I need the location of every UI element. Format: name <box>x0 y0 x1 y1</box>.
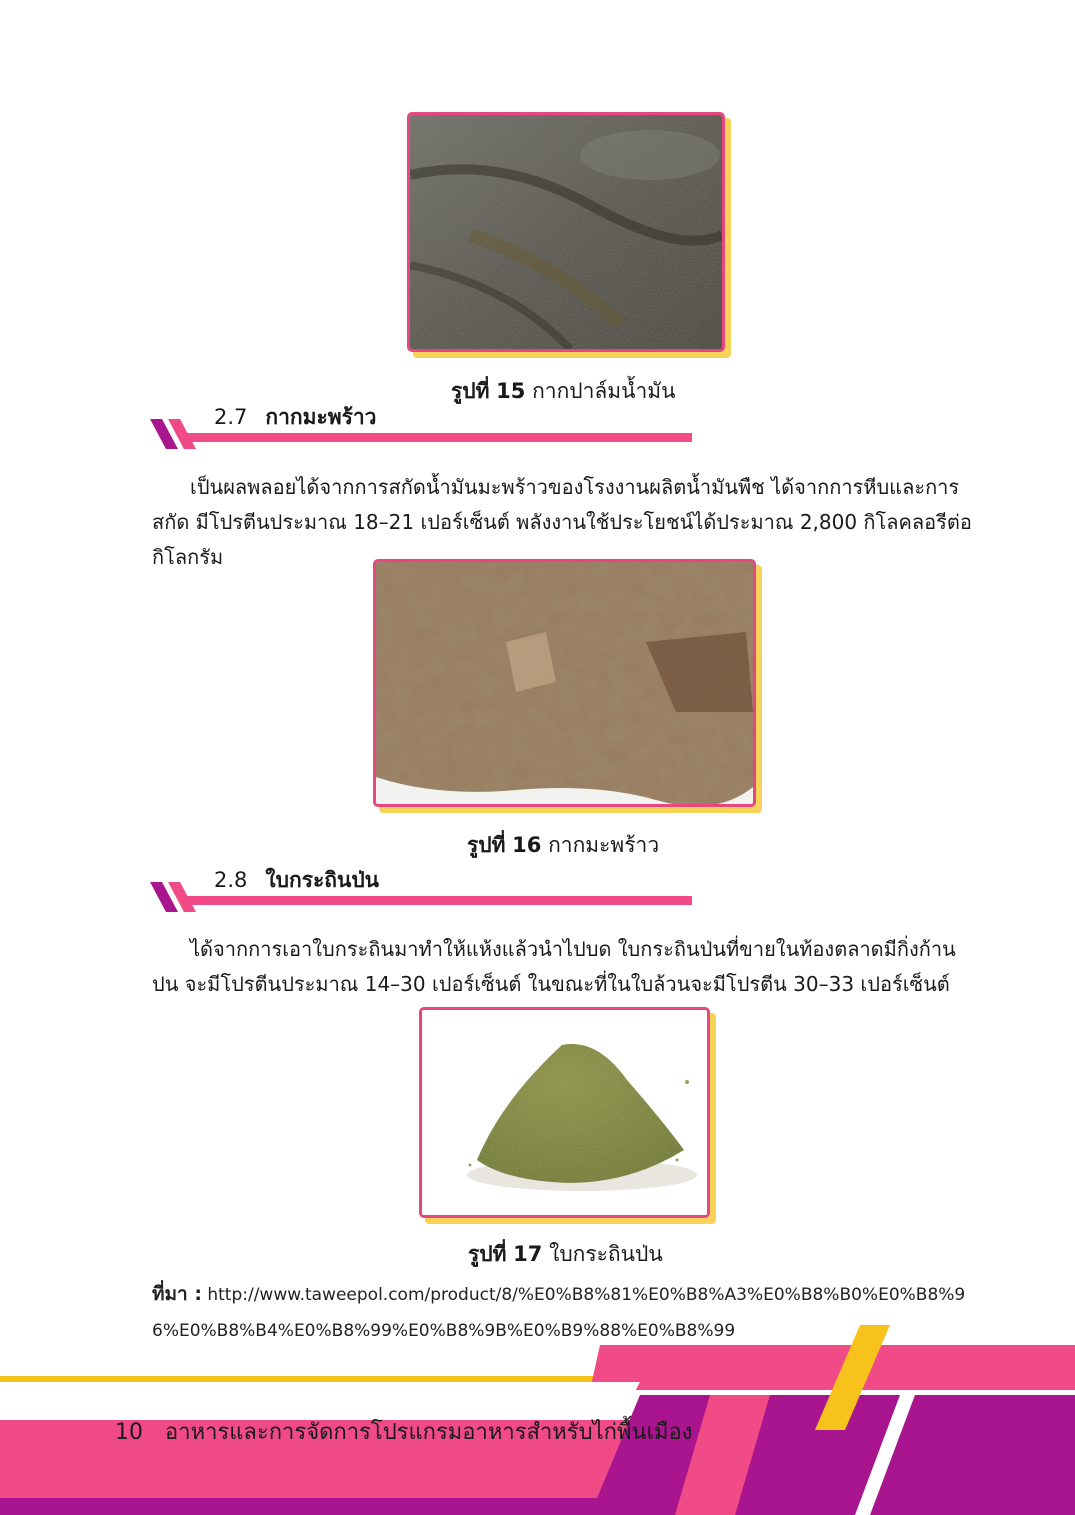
section-body-2-8: ได้จากการเอาใบกระถินมาทำให้แห้งแล้วนำไปบด ใบกระถินป่นที่ขายในท้องตลาดมีกิ่งก้านปน จะมีโปรตีนประมาณ 14–30 เปอร์เซ็นต์ ในขณะที่ในใบล้วนจะมีโปรตีน 30–33 เปอร์เซ็นต์ <box>152 937 956 996</box>
heading-underline <box>184 433 692 442</box>
source-url[interactable]: http://www.taweepol.com/product/8/%E0%B8%81%E0%B8%A3%E0%B8%B0%E0%B8%96%E0%B8%B4%E0%B8%99%E0%B8%9B%E0%B9%88%E0%B8%99 <box>152 1285 966 1341</box>
section-title: 2.7 กากมะพร้าว <box>214 405 377 429</box>
section-heading-2-7 <box>152 405 692 445</box>
section-heading-2-8 <box>152 868 692 908</box>
page-number: 10 <box>115 1420 143 1445</box>
section-title: 2.8 ใบกระถินป่น <box>214 868 380 892</box>
coconut-meal-photo <box>376 562 753 804</box>
image-source: ที่มา : http://www.taweepol.com/product/8/%E0%B8%81%E0%B8%A3%E0%B8%B0%E0%B8%96%E0%B8%B4%E0%B8%99%E0%B8%9B%E0%B9%88%E0%B8%99 <box>152 1283 966 1341</box>
figure-16-caption: รูปที่ 16 กากมะพร้าว <box>467 833 660 857</box>
book-title: อาหารและการจัดการโปรแกรมอาหารสำหรับไก่พื้นเมือง <box>165 1420 693 1445</box>
figure-15-caption: รูปที่ 15 กากปาล์มน้ำมัน <box>451 379 676 403</box>
section-body-2-7: เป็นผลพลอยได้จากการสกัดน้ำมันมะพร้าวของโรงงานผลิตน้ำมันพืช ได้จากการหีบและการสกัด มีโปรตีนประมาณ 18–21 เปอร์เซ็นต์ พลังงานใช้ประโยชน์ได้ประมาณ 2,800 กิโลคลอรีต่อกิโลกรัม <box>152 475 972 569</box>
figure-17-caption: รูปที่ 17 ใบกระถินป่น <box>468 1242 663 1266</box>
heading-underline <box>184 896 692 905</box>
palm-kernel-cake-photo <box>410 115 722 349</box>
page-footer <box>115 1414 693 1449</box>
leucaena-leaf-meal-photo <box>422 1010 707 1215</box>
